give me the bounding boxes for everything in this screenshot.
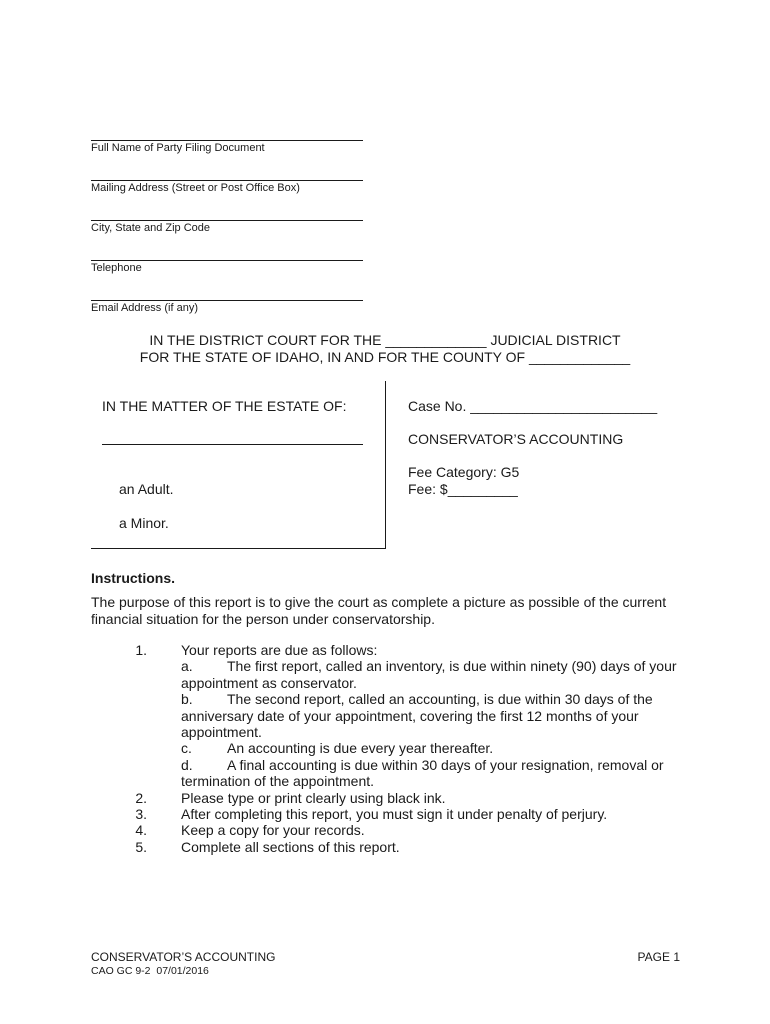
instructions-heading: Instructions. (91, 570, 176, 586)
email-label: Email Address (if any) (91, 302, 198, 314)
mailing-address-field[interactable] (91, 180, 363, 194)
sub-item (181, 757, 691, 790)
telephone-label: Telephone (91, 262, 142, 274)
sub-text: The first report, called an inventory, is due within ninety (90) days of your (227, 658, 677, 675)
matter-heading: IN THE MATTER OF THE ESTATE OF: (102, 398, 347, 414)
party-name-field[interactable] (91, 140, 363, 154)
item-text: Keep a copy for your records. (181, 822, 365, 839)
fee-category: Fee Category: G5 (408, 464, 520, 480)
list-item (91, 790, 691, 806)
item-number: 1. (135, 642, 147, 658)
document-title: CONSERVATOR’S ACCOUNTING (408, 431, 624, 447)
list-item (91, 822, 691, 838)
instructions-list (91, 642, 691, 855)
item-text: Your reports are due as follows: (181, 642, 378, 658)
item-text: Complete all sections of this report. (181, 838, 400, 855)
item-number: 4. (135, 822, 147, 839)
sub-text: The second report, called an accounting, is due within 30 days of the (227, 691, 653, 708)
court-line-1: IN THE DISTRICT COURT FOR THE _____________ JUDICIAL DISTRICT (149, 332, 621, 348)
adult-option: an Adult. (119, 481, 174, 497)
item-number: 2. (135, 789, 147, 806)
sub-text-cont: appointment. (181, 724, 262, 741)
estate-name-line[interactable] (102, 444, 363, 445)
sub-text: A final accounting is due within 30 days of your resignation, removal or (227, 756, 664, 773)
minor-option: a Minor. (119, 515, 169, 531)
sub-text-cont: termination of the appointment. (181, 773, 375, 790)
instructions-intro (91, 594, 731, 627)
sub-item (181, 691, 691, 740)
caption-bottom-rule (91, 548, 386, 549)
caption-divider (385, 381, 386, 549)
city-state-zip-label: City, State and Zip Code (91, 222, 211, 234)
footer-form-id: CAO GC 9-2 07/01/2016 (91, 965, 209, 977)
intro-line-1: The purpose of this report is to give the court as complete a picture as possible of the current (91, 594, 667, 610)
court-line-2: FOR THE STATE OF IDAHO, IN AND FOR THE COUNTY OF _____________ (139, 349, 631, 365)
mailing-address-label: Mailing Address (Street or Post Office Box) (91, 182, 300, 194)
sub-item (181, 740, 691, 756)
sub-letter: d. (181, 756, 193, 773)
party-name-label: Full Name of Party Filing Document (91, 142, 265, 154)
fee-amount: Fee: $_________ (408, 481, 518, 497)
sub-text-cont: appointment as conservator. (181, 674, 357, 691)
sub-letter: b. (181, 691, 193, 708)
item-number: 3. (135, 806, 147, 823)
item-text: After completing this report, you must sign it under penalty of perjury. (181, 806, 608, 823)
item-text: Please type or print clearly using black ink. (181, 789, 446, 806)
footer-title: CONSERVATOR’S ACCOUNTING (91, 950, 276, 964)
list-item (91, 839, 691, 855)
sub-letter: c. (181, 740, 192, 757)
sub-letter: a. (181, 658, 193, 675)
page-number: PAGE 1 (637, 950, 680, 964)
case-number: Case No. ________________________ (408, 398, 658, 414)
sub-text-cont: anniversary date of your appointment, covering the first 12 months of your (181, 707, 639, 724)
list-item (91, 642, 691, 658)
sub-text: An accounting is due every year thereafter. (227, 740, 494, 757)
city-state-zip-field[interactable] (91, 220, 363, 234)
item-number: 5. (135, 838, 147, 855)
email-field[interactable] (91, 300, 363, 314)
sub-item (181, 658, 691, 691)
list-item (91, 806, 691, 822)
intro-line-2: financial situation for the person under conservatorship. (91, 610, 435, 627)
telephone-field[interactable] (91, 260, 363, 274)
